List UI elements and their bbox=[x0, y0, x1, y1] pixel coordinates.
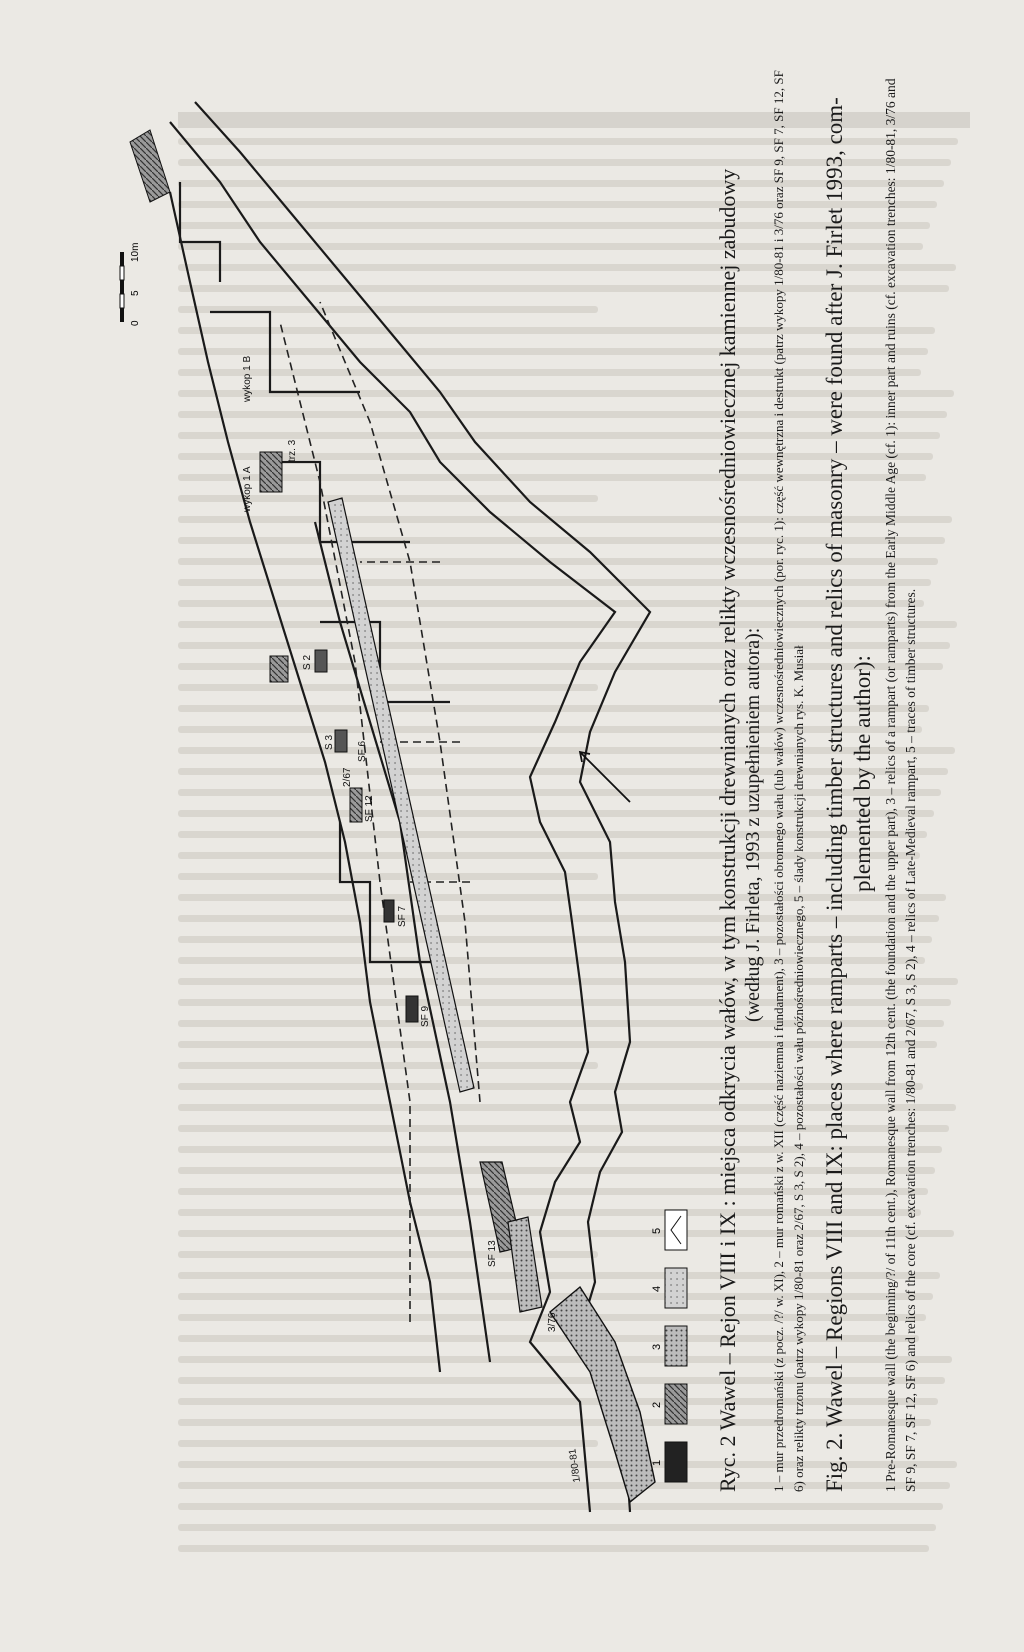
plan-drawing bbox=[110, 92, 710, 1522]
trench-1b-block bbox=[260, 452, 282, 492]
label-sf13: SF 13 bbox=[487, 1240, 498, 1267]
label-sf9: SF 9 bbox=[420, 1005, 431, 1027]
label-wykop-1b: wykop 1 B bbox=[242, 355, 253, 402]
legend-label-5: 5 bbox=[651, 1227, 663, 1234]
wawel-plan bbox=[110, 92, 710, 1522]
figure-caption bbox=[715, 62, 921, 1492]
rampart-band-large bbox=[550, 1287, 655, 1502]
caption-pl-body: 1 – mur przedromański (z pocz. /?/ w. XI), 2 – mur romański z w. XII (część naziemna i fundament), 3 – pozostałości obronnego wału (lub wałów) wczesnośredniowiecznych (por. ryc. 1): część wewnętrzna i destrukt (patrz wykopy 1/80-81 i 3/76 oraz SF 9, SF 7, SF 12, SF 6) oraz relikty trzonu (patrz wykopy 1/80-81 oraz 2/67, S 3, S 2), 4 – pozostałości wału późnośredniowiecznego, 5 – ślady konstrukcji drewnianych rys. K. Musiał bbox=[771, 70, 806, 1492]
sf-9-block bbox=[406, 996, 418, 1022]
legend-swatch-2 bbox=[665, 1384, 687, 1424]
trench-2-67-block bbox=[270, 656, 288, 682]
scale-zero: 0 bbox=[130, 320, 141, 326]
rampart-3-76 bbox=[508, 1217, 542, 1312]
label-trz-3: trz. 3 bbox=[287, 439, 298, 462]
label-trench-180-81: 1/80-81 bbox=[567, 1447, 583, 1484]
caption-en-title: Fig. 2. Wawel – Regions VIII and IX: places where ramparts – including timber structures and relics of masonry – were found after J. Firlet 1993, com- bbox=[822, 97, 847, 1492]
caption-pl-title: Ryc. 2 Wawel – Rejon VIII i IX : miejsca odkrycia wałów, w tym konstrukcji drewnianych oraz relikty wczesnośredniowiecznej kamiennej zabudowy bbox=[715, 168, 740, 1492]
staircase-hatch bbox=[130, 130, 170, 202]
label-2-67: 2/67 bbox=[342, 767, 353, 787]
scale-ten: 10m bbox=[130, 242, 141, 262]
legend-swatch-4 bbox=[665, 1268, 687, 1308]
legend-label-2: 2 bbox=[651, 1401, 663, 1408]
label-sf12: SF 12 bbox=[364, 795, 375, 822]
label-s2: S 2 bbox=[302, 654, 313, 670]
legend-swatch-3 bbox=[665, 1326, 687, 1366]
s-2-block bbox=[315, 650, 327, 672]
scale-bar bbox=[120, 243, 141, 326]
s-3-block bbox=[335, 730, 347, 752]
scale-five: 5 bbox=[130, 290, 141, 296]
legend-swatch-5 bbox=[665, 1210, 687, 1250]
legend-label-3: 3 bbox=[651, 1343, 663, 1350]
legend bbox=[651, 1210, 687, 1482]
sf-7-block bbox=[384, 900, 394, 922]
label-wykop-1a: wykop 1 A bbox=[242, 466, 253, 512]
label-s3: S 3 bbox=[324, 734, 335, 750]
caption-en-subtitle: plemented by the author): bbox=[850, 655, 875, 892]
caption-en-body: 1 Pre-Romanesque wall (the beginning/?/ of 11th cent.), Romanesque wall from 12th cent. (the foundation and the upper part), 3 – relics of a rampart (or ramparts) from the Early Middle Age (cf. 1): inner part and ruins (cf. excavation trenches: 1/80-81, 3/76 and SF 9, SF 7, SF 12, SF 6) and relics of the core (cf. excavation trenches: 1/80-81 and 2/67, S 3, S 2), 4 – relics of Late-Medieval rampart, 5 – traces of timber structures. bbox=[883, 78, 918, 1492]
label-sf7: SF 7 bbox=[397, 905, 408, 927]
label-sf6: SF 6 bbox=[357, 740, 368, 762]
sf-12-block bbox=[350, 788, 362, 822]
legend-label-4: 4 bbox=[651, 1285, 663, 1292]
dashed-lines bbox=[280, 302, 480, 1322]
legend-swatch-1 bbox=[665, 1442, 687, 1482]
north-arrow bbox=[580, 752, 630, 802]
label-trench-3-76: 3/76 bbox=[547, 1312, 558, 1332]
caption-pl-subtitle: (według J. Firleta, 1993 z uzupełnieniem autora): bbox=[742, 627, 764, 1022]
legend-label-1: 1 bbox=[651, 1459, 663, 1466]
